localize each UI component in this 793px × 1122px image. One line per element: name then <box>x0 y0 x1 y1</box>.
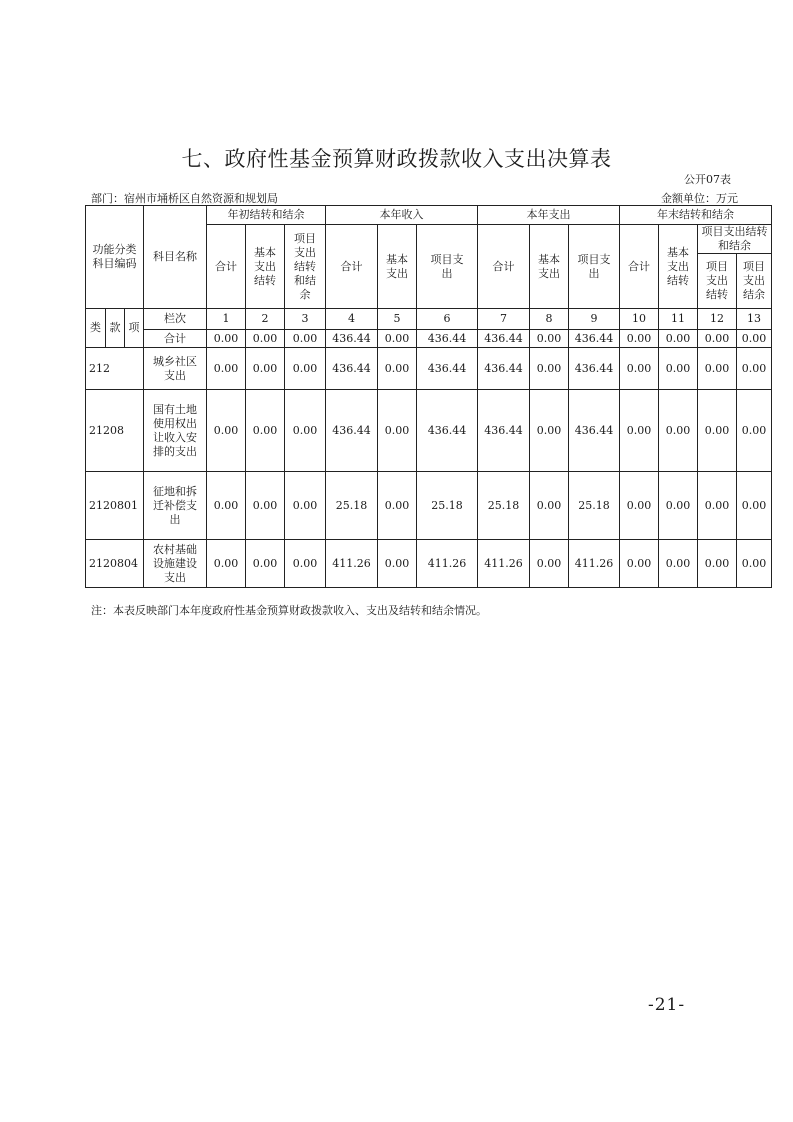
value-cell: 0.00 <box>620 472 659 540</box>
value-cell: 436.44 <box>326 348 378 390</box>
table-row <box>86 472 772 540</box>
footnote: 注：本表反映部门本年度政府性基金预算财政拨款收入、支出及结转和结余情况。 <box>91 604 487 617</box>
value-cell: 0.00 <box>659 540 698 588</box>
expense-total-header: 合计 <box>478 225 530 309</box>
opening-total-header: 合计 <box>207 225 246 309</box>
total-cell: 0.00 <box>207 330 246 348</box>
value-cell: 436.44 <box>478 390 530 472</box>
value-cell: 0.00 <box>659 472 698 540</box>
subject-code: 2120801 <box>86 472 144 540</box>
subject-name-header: 科目名称 <box>144 206 207 309</box>
xiang-header: 项 <box>125 309 144 348</box>
value-cell: 0.00 <box>659 348 698 390</box>
closing-basic-header: 基本支出结转 <box>659 225 698 309</box>
opening-balance-header: 年初结转和结余 <box>207 206 326 225</box>
expense-project-header: 项目支出 <box>569 225 620 309</box>
value-cell: 0.00 <box>207 390 246 472</box>
department-label: 部门：宿州市埇桥区自然资源和规划局 <box>91 192 278 205</box>
value-cell: 0.00 <box>530 348 569 390</box>
subject-name: 城乡社区支出 <box>144 348 207 390</box>
value-cell: 0.00 <box>285 348 326 390</box>
total-cell: 0.00 <box>737 330 772 348</box>
value-cell: 0.00 <box>378 390 417 472</box>
income-project-header: 项目支出 <box>417 225 478 309</box>
subject-name: 农村基础设施建设支出 <box>144 540 207 588</box>
table-row <box>86 390 772 472</box>
value-cell: 0.00 <box>620 348 659 390</box>
total-cell: 0.00 <box>530 330 569 348</box>
value-cell: 0.00 <box>285 540 326 588</box>
value-cell: 411.26 <box>569 540 620 588</box>
value-cell: 0.00 <box>378 348 417 390</box>
value-cell: 25.18 <box>326 472 378 540</box>
income-basic-header: 基本支出 <box>378 225 417 309</box>
subject-code: 2120804 <box>86 540 144 588</box>
value-cell: 0.00 <box>207 472 246 540</box>
subject-code: 212 <box>86 348 144 390</box>
value-cell: 0.00 <box>285 390 326 472</box>
value-cell: 0.00 <box>207 348 246 390</box>
col-num: 5 <box>378 309 417 330</box>
total-row-label: 合计 <box>144 330 207 348</box>
value-cell: 0.00 <box>530 390 569 472</box>
value-cell: 0.00 <box>246 390 285 472</box>
value-cell: 436.44 <box>569 348 620 390</box>
total-cell: 0.00 <box>659 330 698 348</box>
income-total-header: 合计 <box>326 225 378 309</box>
col-num: 9 <box>569 309 620 330</box>
value-cell: 411.26 <box>478 540 530 588</box>
value-cell: 436.44 <box>569 390 620 472</box>
col-num: 3 <box>285 309 326 330</box>
table-row <box>86 540 772 588</box>
value-cell: 436.44 <box>478 348 530 390</box>
value-cell: 0.00 <box>698 348 737 390</box>
col-num: 11 <box>659 309 698 330</box>
kuan-header: 款 <box>106 309 125 348</box>
value-cell: 0.00 <box>737 390 772 472</box>
opening-project-header: 项目支出结转和结余 <box>285 225 326 309</box>
value-cell: 25.18 <box>417 472 478 540</box>
col-num: 8 <box>530 309 569 330</box>
value-cell: 0.00 <box>530 472 569 540</box>
value-cell: 436.44 <box>417 348 478 390</box>
total-cell: 0.00 <box>620 330 659 348</box>
subject-code: 21208 <box>86 390 144 472</box>
value-cell: 25.18 <box>478 472 530 540</box>
func-class-header: 功能分类科目编码 <box>86 206 144 309</box>
closing-project-group-header: 项目支出结转和结余 <box>698 225 772 254</box>
expense-header: 本年支出 <box>478 206 620 225</box>
col-num: 12 <box>698 309 737 330</box>
col-num: 7 <box>478 309 530 330</box>
closing-balance-header: 年末结转和结余 <box>620 206 772 225</box>
opening-basic-header: 基本支出结转 <box>246 225 285 309</box>
form-code: 公开07表 <box>684 173 731 186</box>
total-cell: 436.44 <box>478 330 530 348</box>
value-cell: 0.00 <box>737 348 772 390</box>
total-cell: 436.44 <box>569 330 620 348</box>
value-cell: 0.00 <box>620 540 659 588</box>
total-cell: 0.00 <box>246 330 285 348</box>
column-index-label: 栏次 <box>144 309 207 330</box>
col-num: 4 <box>326 309 378 330</box>
value-cell: 436.44 <box>417 390 478 472</box>
subject-name: 国有土地使用权出让收入安排的支出 <box>144 390 207 472</box>
col-num: 2 <box>246 309 285 330</box>
col-num: 13 <box>737 309 772 330</box>
unit-label: 金额单位：万元 <box>661 192 738 205</box>
value-cell: 0.00 <box>737 540 772 588</box>
value-cell: 411.26 <box>417 540 478 588</box>
value-cell: 0.00 <box>246 540 285 588</box>
value-cell: 0.00 <box>207 540 246 588</box>
report-title: 七、政府性基金预算财政拨款收入支出决算表 <box>181 147 612 171</box>
col-num: 6 <box>417 309 478 330</box>
value-cell: 0.00 <box>620 390 659 472</box>
budget-table <box>85 205 772 588</box>
total-cell: 0.00 <box>285 330 326 348</box>
closing-project-carry-header: 项目支出结转 <box>698 254 737 309</box>
closing-total-header: 合计 <box>620 225 659 309</box>
subject-name: 征地和拆迁补偿支出 <box>144 472 207 540</box>
value-cell: 0.00 <box>659 390 698 472</box>
total-cell: 0.00 <box>378 330 417 348</box>
value-cell: 0.00 <box>378 472 417 540</box>
lei-header: 类 <box>86 309 106 348</box>
value-cell: 0.00 <box>737 472 772 540</box>
col-num: 10 <box>620 309 659 330</box>
value-cell: 25.18 <box>569 472 620 540</box>
expense-basic-header: 基本支出 <box>530 225 569 309</box>
closing-project-surplus-header: 项目支出结余 <box>737 254 772 309</box>
page-number: -21- <box>648 995 686 1015</box>
value-cell: 0.00 <box>530 540 569 588</box>
table-row <box>86 348 772 390</box>
value-cell: 0.00 <box>378 540 417 588</box>
value-cell: 0.00 <box>246 348 285 390</box>
value-cell: 436.44 <box>326 390 378 472</box>
total-cell: 436.44 <box>326 330 378 348</box>
value-cell: 0.00 <box>246 472 285 540</box>
value-cell: 0.00 <box>698 540 737 588</box>
value-cell: 0.00 <box>698 472 737 540</box>
total-cell: 436.44 <box>417 330 478 348</box>
total-cell: 0.00 <box>698 330 737 348</box>
income-header: 本年收入 <box>326 206 478 225</box>
value-cell: 0.00 <box>285 472 326 540</box>
value-cell: 411.26 <box>326 540 378 588</box>
value-cell: 0.00 <box>698 390 737 472</box>
col-num: 1 <box>207 309 246 330</box>
